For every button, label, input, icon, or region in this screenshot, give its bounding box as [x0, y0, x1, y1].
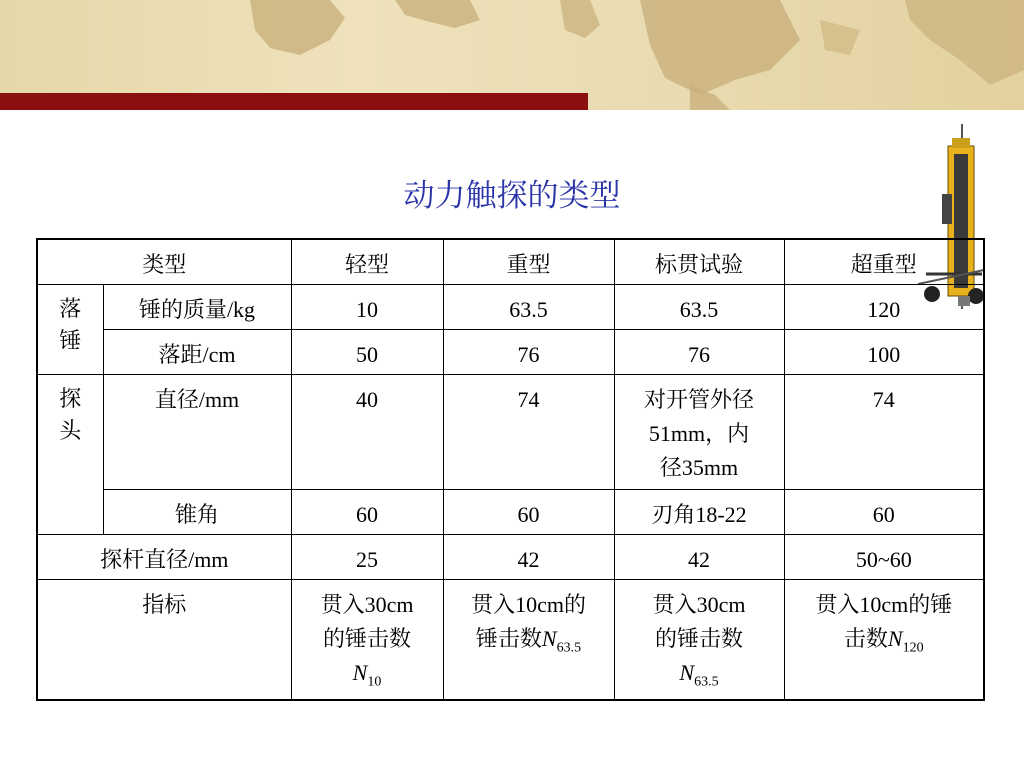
- header-stripe: [0, 93, 588, 110]
- table-row: [37, 285, 984, 330]
- table-row: [37, 375, 984, 490]
- cell: 10: [291, 285, 443, 330]
- cell: 74: [443, 375, 614, 490]
- table-row: [37, 330, 984, 375]
- cell: 63.5: [614, 285, 784, 330]
- cell: 贯入30cm 的锤击数 $N_{10}$: [291, 580, 443, 701]
- cell: 100: [784, 330, 984, 375]
- cell: 刃角18-22: [614, 490, 784, 535]
- row-label-drop: 落距/cm: [103, 330, 291, 375]
- cell: 42: [443, 535, 614, 580]
- table-row: [37, 490, 984, 535]
- header-spt: 标贯试验: [614, 239, 784, 285]
- cell: 60: [784, 490, 984, 535]
- cell: 50~60: [784, 535, 984, 580]
- row-label-rod: 探杆直径/mm: [37, 535, 291, 580]
- cell: 60: [443, 490, 614, 535]
- cell: 42: [614, 535, 784, 580]
- table-row: [37, 239, 984, 285]
- header-light: 轻型: [291, 239, 443, 285]
- table-row: [37, 535, 984, 580]
- row-label-index: 指标: [37, 580, 291, 701]
- row-label-cone: 锥角: [103, 490, 291, 535]
- cell: 63.5: [443, 285, 614, 330]
- cell: 120: [784, 285, 984, 330]
- penetrometer-types-table: [36, 238, 985, 701]
- cell: 74: [784, 375, 984, 490]
- cell: 76: [443, 330, 614, 375]
- slide-title: 动力触探的类型: [403, 178, 621, 214]
- header-banner: [0, 0, 1024, 110]
- cell: 25: [291, 535, 443, 580]
- cell: 40: [291, 375, 443, 490]
- header-superheavy: 超重型: [784, 239, 984, 285]
- header-type: 类型: [37, 239, 291, 285]
- cell: 对开管外径 51mm，内 径35mm: [614, 375, 784, 490]
- table-row: [37, 580, 984, 701]
- cell: 76: [614, 330, 784, 375]
- cell: 50: [291, 330, 443, 375]
- cell: 贯入10cm的 锤击数$N_{63.5}$: [443, 580, 614, 701]
- row-label-diameter: 直径/mm: [103, 375, 291, 490]
- header-heavy: 重型: [443, 239, 614, 285]
- row-label-mass: 锤的质量/kg: [103, 285, 291, 330]
- group-probe: 探头: [37, 375, 103, 535]
- group-hammer: 落锤: [37, 285, 103, 375]
- cell: 贯入10cm的锤 击数$N_{120}$: [784, 580, 984, 701]
- cell: 60: [291, 490, 443, 535]
- cell: 贯入30cm 的锤击数 $N_{63.5}$: [614, 580, 784, 701]
